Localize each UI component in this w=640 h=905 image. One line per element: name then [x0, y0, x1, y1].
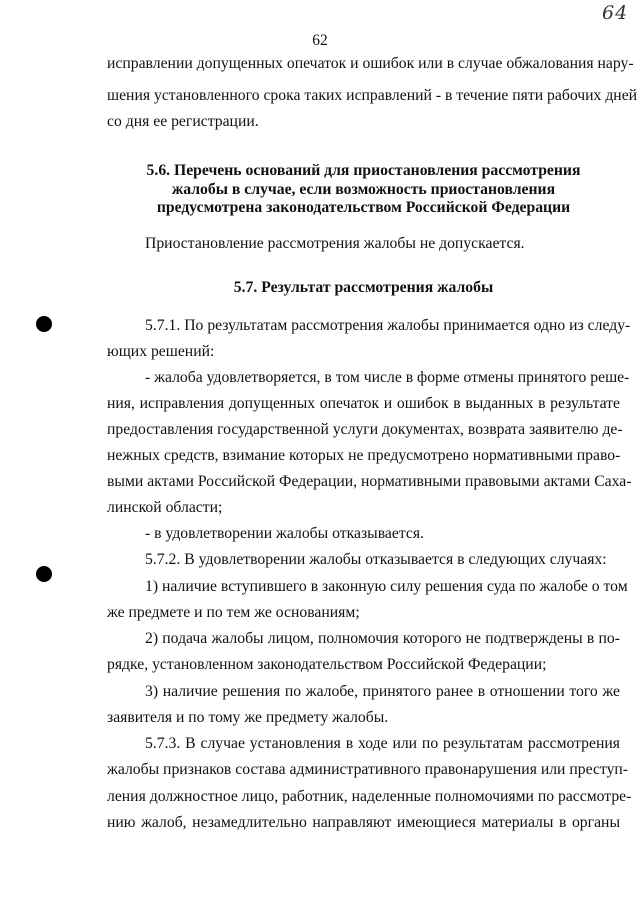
text-line: ющих решений:	[107, 343, 215, 360]
text-line: ления должностное лицо, работник, наделенные полномочиями по рассмотре-	[107, 788, 632, 805]
section-heading-5-6-line: 5.6. Перечень оснований для приостановления рассмотрения	[146, 162, 581, 179]
text-line: же предмете и по тем же основаниям;	[107, 604, 360, 621]
text-line: выми актами Российской Федерации, нормативными правовыми актами Саха-	[107, 473, 632, 490]
text-line: предоставления государственной услуги документах, возврата заявителю де-	[107, 421, 623, 438]
text-line: заявителя и по тому же предмету жалобы.	[107, 709, 389, 726]
text-line: 5.7.2. В удовлетворении жалобы отказывается в следующих случаях:	[145, 551, 607, 568]
text-line: Приостановление рассмотрения жалобы не допускается.	[145, 235, 525, 252]
text-line: шения установленного срока таких исправлений - в течение пяти рабочих дней	[107, 87, 638, 104]
section-heading-5-6-line: предусмотрена законодательством Российской Федерации	[156, 199, 571, 216]
punch-hole-mark	[36, 566, 52, 582]
text-line: 1) наличие вступившего в законную силу решения суда по жалобе о том	[145, 578, 628, 595]
section-heading-5-6-line: жалобы в случае, если возможность приостановления	[171, 181, 556, 198]
text-line: 3) наличие решения по жалобе, принятого ранее в отношении того же	[145, 683, 620, 700]
text-line: нежных средств, взимание которых не предусмотрено нормативными право-	[107, 447, 621, 464]
text-line: - в удовлетворении жалобы отказывается.	[145, 525, 424, 542]
text-line: нию жалоб, незамедлительно направляют имеющиеся материалы в органы	[107, 814, 620, 831]
text-line: линской области;	[107, 499, 223, 516]
text-line: 5.7.3. В случае установления в ходе или по результатам рассмотрения	[145, 735, 620, 752]
text-line: рядке, установленном законодательством Российской Федерации;	[107, 656, 547, 673]
text-line: со дня ее регистрации.	[107, 113, 259, 130]
text-line: жалобы признаков состава административного правонарушения или преступ-	[107, 761, 629, 778]
text-line: - жалоба удовлетворяется, в том числе в форме отмены принятого реше-	[145, 369, 630, 386]
text-line: 5.7.1. По результатам рассмотрения жалобы принимается одно из следу-	[145, 317, 631, 334]
text-line: 2) подача жалобы лицом, полномочия которого не подтверждены в по-	[145, 630, 620, 647]
section-heading-5-7: 5.7. Результат рассмотрения жалобы	[233, 279, 494, 296]
text-line: исправлении допущенных опечаток и ошибок или в случае обжалования нару-	[107, 55, 634, 72]
handwritten-page-number: 64	[602, 2, 629, 24]
page-number: 62	[312, 32, 328, 49]
punch-hole-mark	[36, 316, 52, 332]
text-line: ния, исправления допущенных опечаток и ошибок в выданных в результате	[107, 395, 620, 412]
